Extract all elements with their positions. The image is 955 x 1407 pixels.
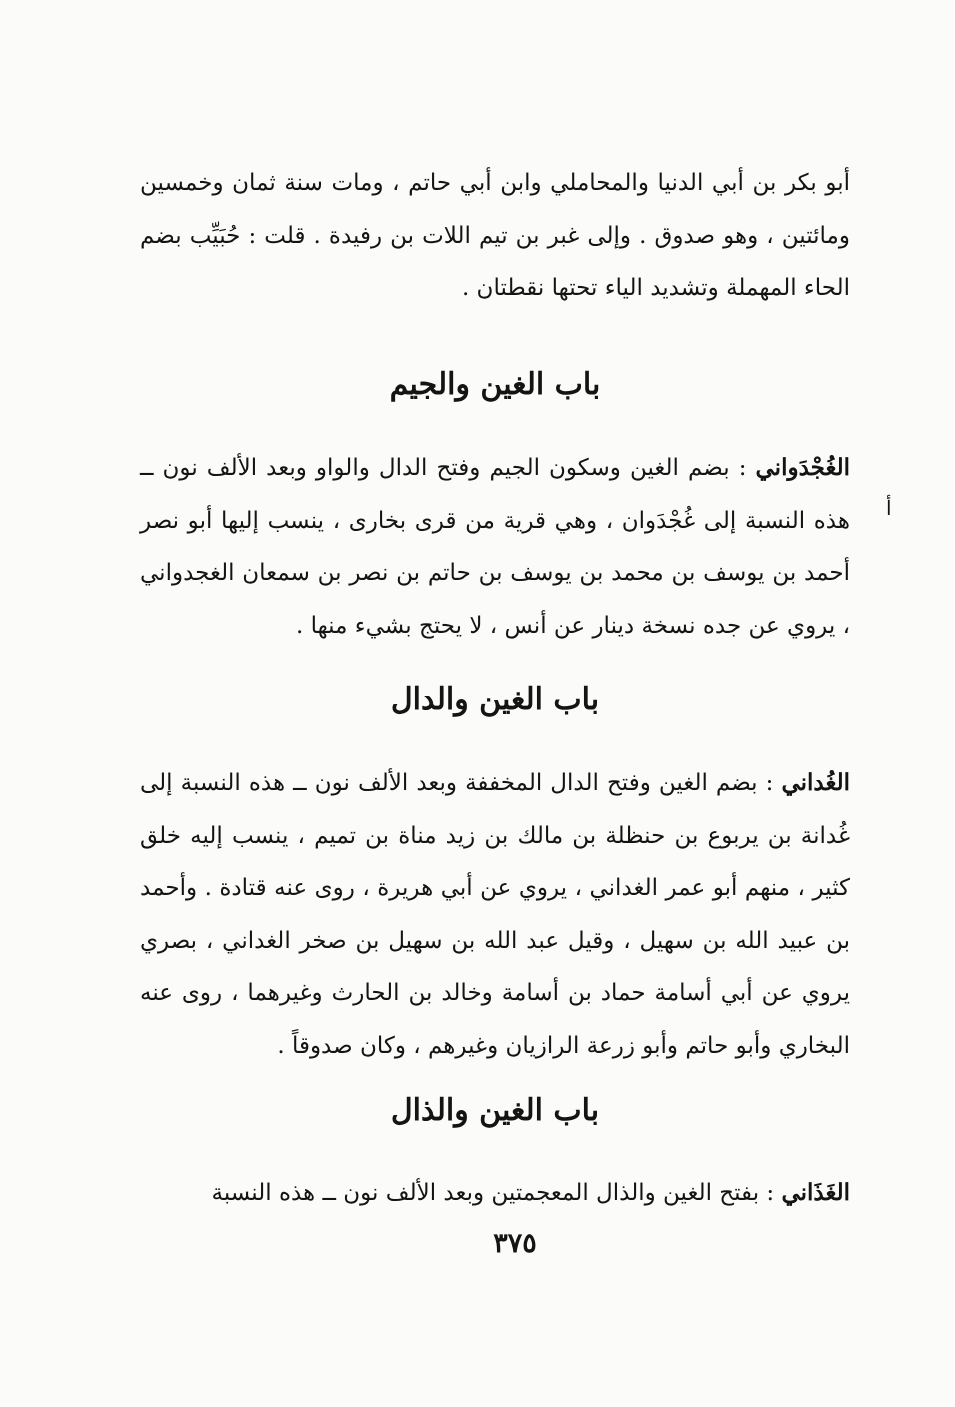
continuation-paragraph [140, 157, 850, 315]
margin-mark: أ [886, 496, 892, 520]
entry-ghadhani [140, 1167, 850, 1220]
entry-ghudani [140, 757, 850, 1072]
entry-body: : بضم الغين وسكون الجيم وفتح الدال والواو وبعد الألف نون ــ هذه النسبة إلى غُجْدَوان ، وهي قرية من قرى بخارى ، ينسب إليها أبو نصر أحمد بن يوسف بن محمد بن يوسف بن حاتم بن نصر بن سمعان الغجدواني ، يروي عن جده نسخة دينار عن أنس ، لا يحتج بشيء منها . [140, 455, 850, 639]
entry-term: الغَذَاني [781, 1179, 850, 1206]
section-heading-ghain-dal: باب الغين والدال [390, 682, 600, 717]
section-heading-ghain-dhal: باب الغين والذال [390, 1093, 600, 1128]
section-heading-ghain-jim: باب الغين والجيم [389, 367, 601, 402]
entry-ghujdawani [140, 442, 850, 652]
entry-term: الغُجْدَواني [755, 454, 850, 481]
entry-body: : بفتح الغين والذال المعجمتين وبعد الألف نون ــ هذه النسبة [211, 1180, 782, 1206]
entry-term: الغُداني [781, 769, 850, 796]
continuation-text: أبو بكر بن أبي الدنيا والمحاملي وابن أبي حاتم ، ومات سنة ثمان وخمسين ومائتين ، وهو صدوق . وإلى غبر بن تيم اللات بن رفيدة . قلت : حُبَيِّب بضم الحاء المهملة وتشديد الياء تحتها نقطتان . [140, 170, 850, 301]
entry-body: : بضم الغين وفتح الدال المخففة وبعد الألف نون ــ هذه النسبة إلى غُدانة بن يربوع بن حنظلة بن مالك بن زيد مناة بن تميم ، ينسب إليه خلق كثير ، منهم أبو عمر الغداني ، يروي عن أبي هريرة ، روى عنه قتادة . وأحمد بن عبيد الله بن سهيل ، وقيل عبد الله بن سهيل بن صخر الغداني ، بصري يروي عن أبي أسامة حماد بن أسامة وخالد بن الحارث وغيرهما ، روى عنه البخاري وأبو حاتم وأبو زرعة الرازيان وغيرهم ، وكان صدوقاً . [140, 770, 851, 1059]
page-number: ٣٧٥ [493, 1228, 537, 1259]
